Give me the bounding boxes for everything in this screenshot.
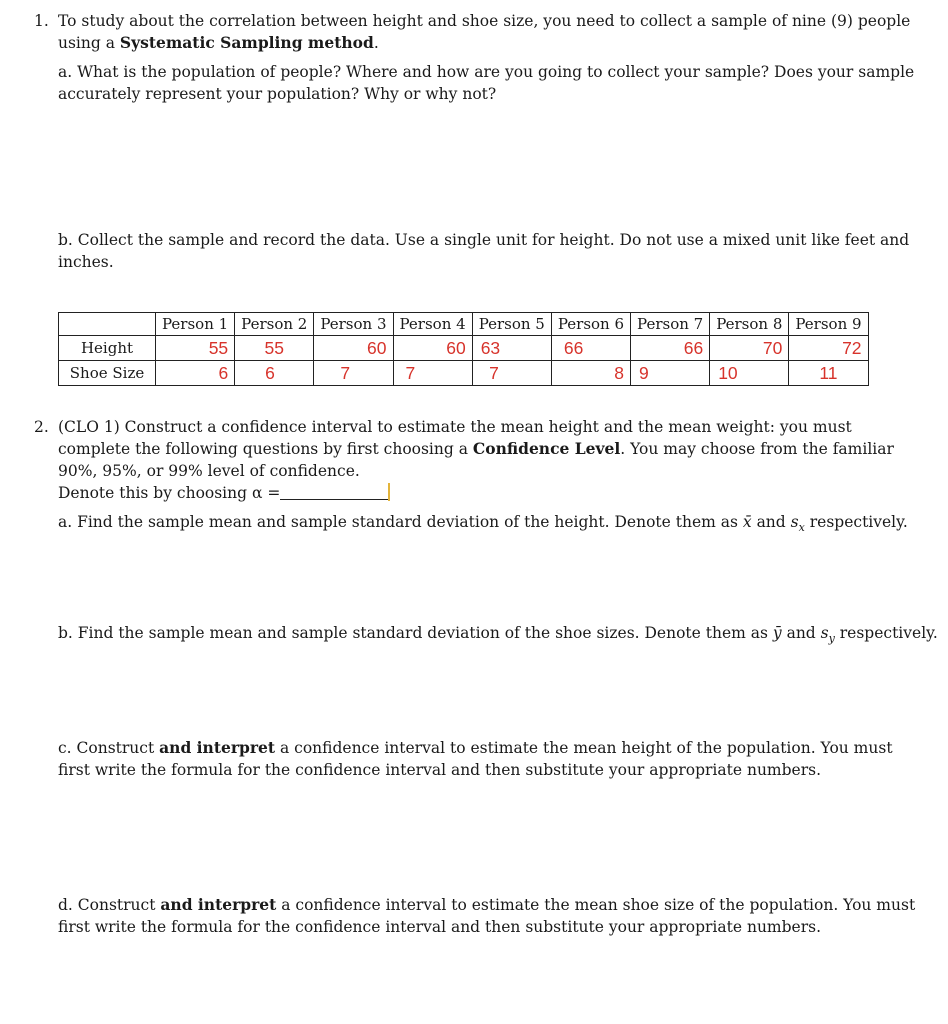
shoe-cell[interactable]: 10 (710, 361, 789, 386)
q2b-and: and (781, 624, 821, 642)
shoe-cell[interactable]: 6 (235, 361, 314, 386)
q2d-bold: and interpret (160, 895, 277, 914)
table-header-cell: Person 5 (472, 313, 551, 336)
shoe-cell[interactable]: 6 (156, 361, 235, 386)
alpha-line (58, 482, 918, 504)
height-cell[interactable]: 66 (551, 336, 630, 361)
question-2-number: 2. (34, 418, 49, 436)
q2a-end: respectively. (804, 513, 908, 531)
q2b-text: b. Find the sample mean and sample standard deviation of the shoe sizes. Denote them as (58, 624, 773, 642)
shoe-cell[interactable]: 7 (314, 361, 393, 386)
height-cell[interactable]: 72 (789, 336, 868, 361)
q2c-bold: and interpret (159, 738, 276, 757)
height-cell[interactable]: 66 (631, 336, 710, 361)
alpha-label: Denote this by choosing α = (58, 484, 281, 502)
q1-intro-text: To study about the correlation between height and shoe size, you need to collect a sample of nine (9) people using a (58, 12, 911, 52)
table-row-height (59, 336, 869, 361)
q2b-end: respectively. (834, 624, 938, 642)
height-cell[interactable]: 60 (393, 336, 472, 361)
sx-symbol: s (790, 513, 799, 531)
table-header-cell: Person 9 (789, 313, 868, 336)
sy-subscript: y (828, 632, 835, 646)
data-table (58, 312, 869, 386)
text-cursor (388, 483, 390, 501)
question-1-number: 1. (34, 12, 49, 30)
table-header-cell: Person 6 (551, 313, 630, 336)
shoe-cell[interactable]: 7 (393, 361, 472, 386)
q2d-end: a confidence interval to estimate the mean shoe size of the population. You must first write the formula for the confidence interval and then substitute your appropriate numbers. (58, 896, 916, 936)
q2-intro-end: . You may choose from the familiar 90%, 95%, or 99% level of confidence. (58, 440, 894, 480)
shoe-cell[interactable]: 7 (472, 361, 551, 386)
q1-intro-end: . (373, 34, 379, 52)
ybar-symbol: ȳ (772, 624, 782, 642)
q2d-text: d. Construct (58, 896, 161, 914)
q2a-and: and (751, 513, 791, 531)
row-label-height: Height (59, 336, 156, 361)
table-header-cell: Person 1 (156, 313, 235, 336)
question-1b: b. Collect the sample and record the data. Use a single unit for height. Do not use a mixed unit like feet and inches. (58, 231, 910, 271)
height-cell[interactable]: 70 (710, 336, 789, 361)
q2c-text: c. Construct (58, 739, 160, 757)
question-1-intro (58, 10, 918, 54)
shoe-cell[interactable]: 11 (789, 361, 868, 386)
table-header-cell: Person 7 (631, 313, 710, 336)
q2-intro-text: (CLO 1) Construct a confidence interval to estimate the mean height and the mean weight: you must complete the following questions by first choosing a (58, 418, 852, 458)
question-2a (58, 511, 938, 533)
table-header-cell: Person 3 (314, 313, 393, 336)
table-header-cell: Person 8 (710, 313, 789, 336)
q2a-text: a. Find the sample mean and sample standard deviation of the height. Denote them as (58, 513, 743, 531)
question-2d (58, 894, 918, 938)
question-2-intro (58, 416, 918, 482)
height-cell[interactable]: 60 (314, 336, 393, 361)
q2-intro-bold: Confidence Level (472, 439, 621, 458)
table-header-row (59, 313, 869, 336)
table-header-cell: Person 4 (393, 313, 472, 336)
height-cell[interactable]: 55 (156, 336, 235, 361)
shoe-cell[interactable]: 9 (631, 361, 710, 386)
height-cell[interactable]: 55 (235, 336, 314, 361)
height-cell[interactable]: 63 (472, 336, 551, 361)
xbar-symbol: x̄ (742, 513, 752, 531)
sy-symbol: s (820, 624, 829, 642)
table-header-cell: Person 2 (235, 313, 314, 336)
sx-subscript: x (798, 521, 805, 535)
question-2b (58, 622, 938, 644)
shoe-cell[interactable]: 8 (551, 361, 630, 386)
row-label-shoe-size: Shoe Size (59, 361, 156, 386)
table-row-shoe-size (59, 361, 869, 386)
q2c-end: a confidence interval to estimate the mean height of the population. You must first write the formula for the confidence interval and then substitute your appropriate numbers. (58, 739, 893, 779)
question-2c (58, 737, 918, 781)
question-1a: a. What is the population of people? Where and how are you going to collect your sample? Does your sample accurately represent your population? Why or why not? (58, 63, 915, 103)
q1-intro-bold: Systematic Sampling method (119, 33, 374, 52)
alpha-input[interactable] (280, 485, 388, 500)
table-corner-cell (59, 313, 156, 336)
